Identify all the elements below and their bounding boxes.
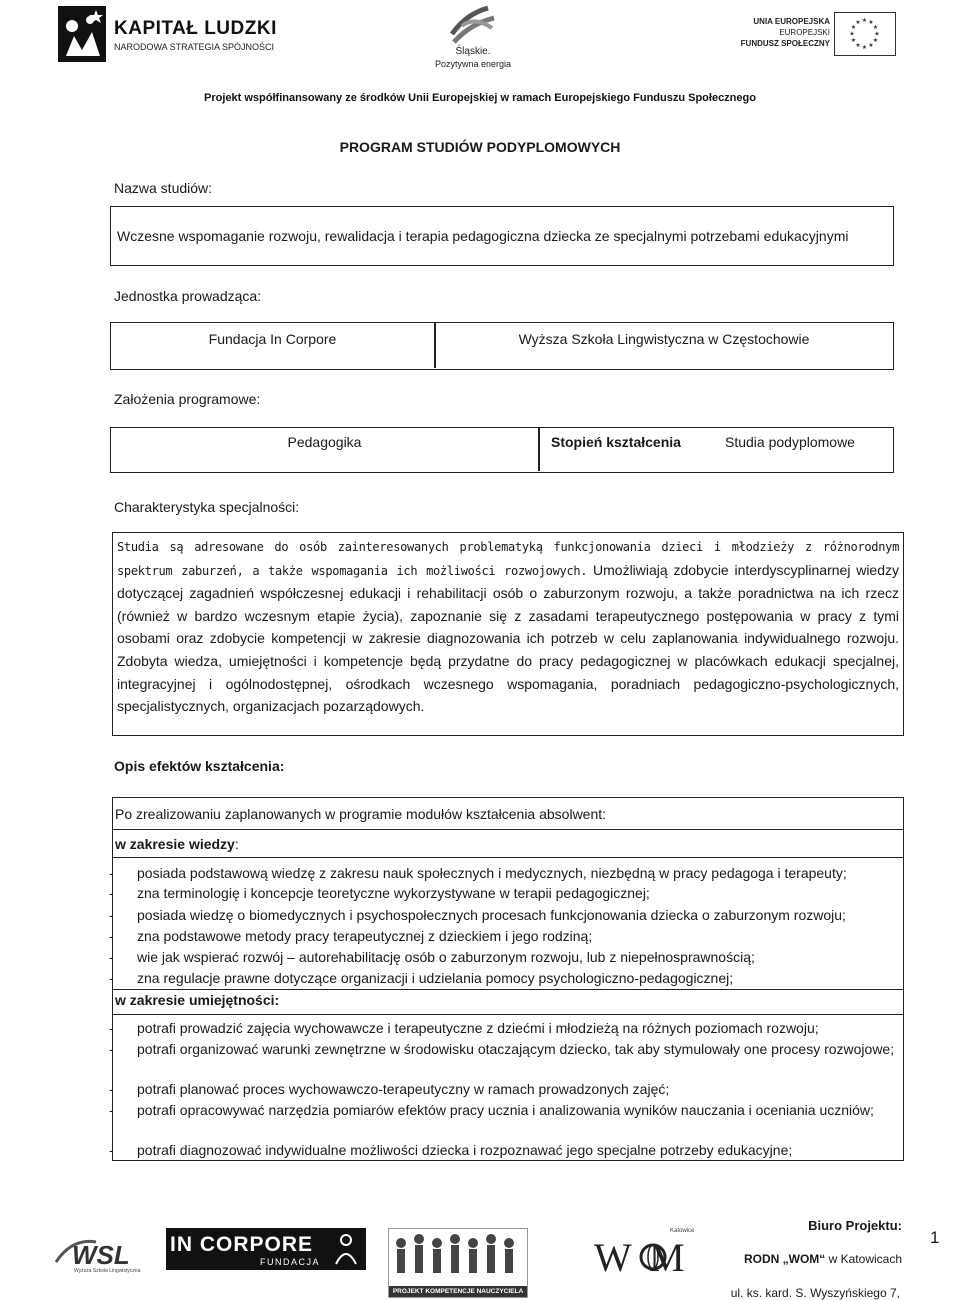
project-logo <box>388 1228 528 1298</box>
in-corpore-figure-icon <box>330 1232 362 1266</box>
specialty-text-part2: Umożliwiają zdobycie interdyscyplinarnej wiedzy dotyczącej zagadnień współczesnej edukacji i rehabilitacji osób o zaburzonym rozwoju, a także poradnictwa na ich rzecz (również w bardzo wczesnym etapie życia), zapoznanie się z zasadami terapeutycznego postępowania w pracy z tymi osobami oraz zdobycie kompetencji w zakresie diagnozowania ich potrzeb w celu zaplanowania indywidualnego rozwoju. Zdobyta wiedza, umiejętności i kompetencje będą przydatne do pracy pedagogicznej w placówkach edukacji specjalnej, integracyjnej i ogólnodostępnej, ośrodkach wczesnego wspomagania, poradniach pedagogiczno-psychologicznych, specjalistycznych, organizacjach pozarządowych. <box>117 561 900 715</box>
knowledge-item-text: posiada wiedzę o biomedycznych i psychospołecznych procesach funkcjonowania dziecka o zaburzonym rozwoju; <box>137 907 846 923</box>
outcomes-divider-1 <box>113 829 903 830</box>
wom-logo <box>592 1228 702 1283</box>
knowledge-item-text: zna terminologię i koncepcje teoretyczne wykorzystywane w terapii pedagogicznej; <box>137 885 650 901</box>
list-dash: - <box>109 970 114 986</box>
project-logo-text: PROJEKT KOMPETENCJE NAUCZYCIELA <box>389 1286 527 1297</box>
outcomes-label: Opis efektów kształcenia: <box>114 758 285 774</box>
unit-box <box>110 322 894 370</box>
specialty-label: Charakterystyka specjalności: <box>114 499 300 515</box>
specialty-text-part1: Studia są adresowane do osób zainteresowanych problematyką funkcjonowania dzieci i młodzieży z różnorodnym spektrum zaburzeń, a także wspomagania ich możliwości rozwojowych. <box>117 540 899 578</box>
knowledge-item-text: zna podstawowe metody pracy terapeutycznej z dzieckiem i jego rodziną; <box>137 928 593 944</box>
list-dash: - <box>109 1041 114 1057</box>
svg-text:★: ★ <box>850 24 857 31</box>
eu-line2: EUROPEJSKI <box>779 28 830 37</box>
assumptions-field-value: Pedagogika <box>287 434 362 450</box>
list-dash: - <box>109 1142 114 1158</box>
wsl-logo-text: WSL <box>72 1240 130 1270</box>
page-title: PROGRAM STUDIÓW PODYPLOMOWYCH <box>339 139 621 155</box>
eu-logo-text <box>740 16 830 49</box>
slaskie-slogan: Pozytywna energia <box>434 59 512 69</box>
list-dash: - <box>109 1102 114 1118</box>
svg-text:★: ★ <box>861 17 868 24</box>
in-corpore-logo-sub: FUNDACJA <box>260 1257 321 1267</box>
knowledge-colon: : <box>234 836 239 852</box>
svg-text:★: ★ <box>850 37 857 44</box>
list-dash: - <box>109 907 114 923</box>
knowledge-item-text: posiada podstawową wiedzę z zakresu nauk społecznych i medycznych, niezbędną w pracy pedagoga i terapeuty; <box>137 865 847 881</box>
skills-item-text: potrafi diagnozować indywidualne możliwości dziecka i rozpoznawać jego specjalne potrzeby edukacyjne; <box>137 1142 793 1158</box>
knowledge-label: w zakresie wiedzy <box>115 836 235 852</box>
knowledge-heading <box>115 836 239 852</box>
outcomes-intro: Po zrealizowaniu zaplanowanych w programie modułów kształcenia absolwent: <box>115 806 607 822</box>
project-office-label: Biuro Projektu: <box>808 1218 902 1233</box>
study-name-box <box>110 206 894 266</box>
slaskie-logo <box>428 4 518 68</box>
outcomes-divider-2 <box>113 857 903 858</box>
degree-label: Stopień kształcenia <box>551 434 681 450</box>
unit-label: Jednostka prowadząca: <box>114 288 262 304</box>
page-number: 1 <box>930 1228 940 1247</box>
unit-left-value: Fundacja In Corpore <box>208 331 337 347</box>
in-corpore-logo-text: IN CORPORE <box>170 1233 314 1256</box>
wom-globe-icon <box>638 1242 668 1272</box>
svg-text:★: ★ <box>872 37 879 44</box>
list-dash: - <box>109 928 114 944</box>
skills-item-text: potrafi opracowywać narzędzia pomiarów efektów pracy ucznia i analizowania wyników nauczania i oceniania uczniów; <box>137 1102 874 1118</box>
cofinancing-note: Projekt współfinansowany ze środków Unii Europejskiej w ramach Europejskiego Funduszu Społecznego <box>204 92 756 104</box>
unit-right-value: Wyższa Szkoła Lingwistyczna w Częstochowie <box>518 331 810 347</box>
svg-text:★: ★ <box>874 30 880 38</box>
kapital-ludzki-subtitle: NARODOWA STRATEGIA SPÓJNOŚCI <box>114 42 275 52</box>
eu-line3: FUNDUSZ SPOŁECZNY <box>740 39 830 48</box>
wsl-logo-icon <box>52 1232 148 1274</box>
project-office-name <box>722 1252 902 1266</box>
study-name-label: Nazwa studiów: <box>114 180 213 196</box>
study-name-value: Wczesne wspomaganie rozwoju, rewalidacja i terapia pedagogiczna dziecka ze specjalnymi potrzebami edukacyjnymi <box>117 228 849 244</box>
eu-line1: UNIA EUROPEJSKA <box>753 17 830 26</box>
skills-item-text: potrafi organizować warunki zewnętrzne w środowisku otaczającym dziecko, tak aby stymulowały one procesy rozwojowe; <box>137 1041 895 1057</box>
svg-text:★: ★ <box>855 42 861 49</box>
skills-heading: w zakresie umiejętności: <box>115 992 280 1008</box>
skills-item-text: potrafi prowadzić zajęcia wychowawcze i terapeutyczne z dziećmi i młodzieżą na różnych poziomach rozwoju; <box>137 1020 819 1036</box>
assumptions-box <box>110 427 894 473</box>
project-people-icon <box>389 1229 527 1285</box>
outcomes-box <box>109 797 904 1161</box>
rodn-bold: RODN „WOM“ <box>743 1252 826 1266</box>
rodn-rest: w Katowicach <box>825 1252 902 1266</box>
wom-logo-text: W M <box>594 1235 689 1280</box>
wom-logo-small: Katowice <box>670 1228 695 1234</box>
slaskie-wave-icon <box>448 4 498 44</box>
list-dash: - <box>109 1020 114 1036</box>
knowledge-item-text: wie jak wspierać rozwój – autorehabilitację osób o zaburzonym rozwoju, lub z niepełnosprawnością; <box>137 949 755 965</box>
kapital-ludzki-title: KAPITAŁ LUDZKI <box>114 18 277 39</box>
slaskie-name: Śląskie. <box>455 46 491 57</box>
svg-text:★: ★ <box>868 19 874 26</box>
skills-item-text: potrafi planować proces wychowawczo-terapeutyczny w ramach prowadzonych zajęć; <box>137 1081 670 1097</box>
svg-text:★: ★ <box>855 19 861 26</box>
list-dash: - <box>109 865 114 881</box>
outcomes-divider-4 <box>113 1014 903 1015</box>
svg-text:★: ★ <box>861 44 868 51</box>
outcomes-divider-3 <box>113 989 903 990</box>
svg-text:★: ★ <box>872 24 879 31</box>
svg-text:★: ★ <box>868 42 874 49</box>
degree-value: Studia podyplomowe <box>725 434 855 450</box>
svg-text:★: ★ <box>849 30 855 38</box>
eu-flag-icon <box>834 12 896 56</box>
list-dash: - <box>109 1081 114 1097</box>
wsl-logo-small: Wyższa Szkoła Lingwistyczna <box>74 1268 141 1274</box>
in-corpore-logo <box>166 1228 366 1270</box>
assumptions-label: Założenia programowe: <box>114 391 261 407</box>
assumptions-divider <box>538 428 540 471</box>
specialty-description <box>112 532 904 736</box>
list-dash: - <box>109 885 114 901</box>
eu-logo <box>740 12 900 56</box>
project-office-address: ul. ks. kard. S. Wyszyńskiego 7, <box>730 1286 900 1300</box>
wsl-logo <box>52 1232 148 1274</box>
kapital-ludzki-logo <box>58 6 277 66</box>
list-dash: - <box>109 949 114 965</box>
kapital-ludzki-emblem-icon <box>58 6 106 62</box>
knowledge-item-text: zna regulacje prawne dotyczące organizacji i udzielania pomocy psychologiczno-pedagogicznej; <box>137 970 734 986</box>
